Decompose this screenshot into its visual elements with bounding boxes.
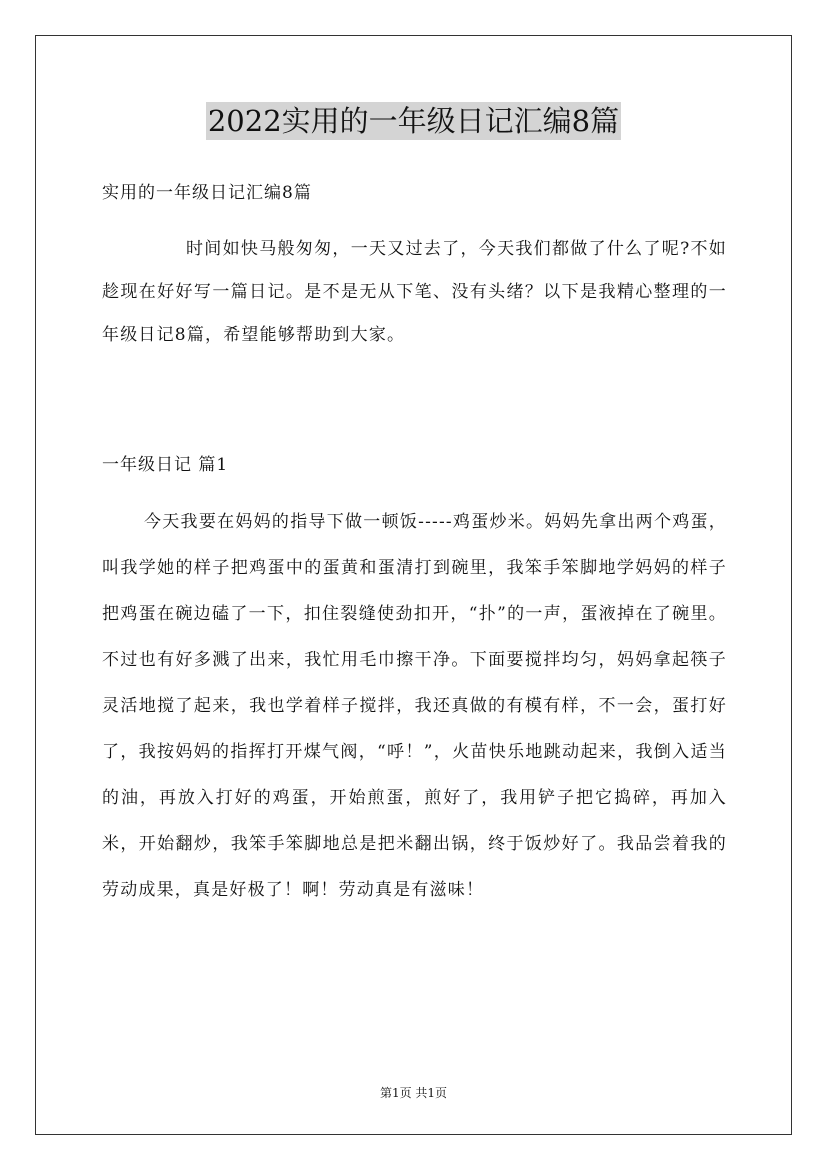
section-body: 今天我要在妈妈的指导下做一顿饭-----鸡蛋炒米。妈妈先拿出两个鸡蛋，叫我学她的样子把鸡蛋中的蛋黄和蛋清打到碗里，我笨手笨脚地学妈妈的样子把鸡蛋在碗边磕了一下，扣住裂缝使劲扣开，“扑”的一声，蛋液掉在了碗里。不过也有好多溅了出来，我忙用毛巾擦干净。下面要搅拌均匀，妈妈拿起筷子灵活地搅了起来，我也学着样子搅拌，我还真做的有模有样，不一会，蛋打好了，我按妈妈的指挥打开煤气阀，“呼！”，火苗快乐地跳动起来，我倒入适当的油，再放入打好的鸡蛋，开始煎蛋，煎好了，我用铲子把它捣碎，再加入米，开始翻炒，我笨手笨脚地总是把米翻出锅，终于饭炒好了。我品尝着我的劳动成果，真是好极了！啊！劳动真是有滋味！ — [102, 512, 727, 900]
section-heading: 一年级日记 篇1 — [102, 455, 229, 475]
title-container — [0, 102, 827, 140]
intro-paragraph: 时间如快马般匆匆，一天又过去了，今天我们都做了什么了呢?不如趁现在好好写一篇日记。是不是无从下笔、没有头绪？以下是我精心整理的一年级日记8篇，希望能够帮助到大家。 — [102, 239, 727, 345]
document-title: 2022实用的一年级日记汇编8篇 — [207, 104, 620, 138]
document-subtitle: 实用的一年级日记汇编8篇 — [102, 183, 312, 203]
page-footer: 第1页 共1页 — [379, 1086, 448, 1100]
